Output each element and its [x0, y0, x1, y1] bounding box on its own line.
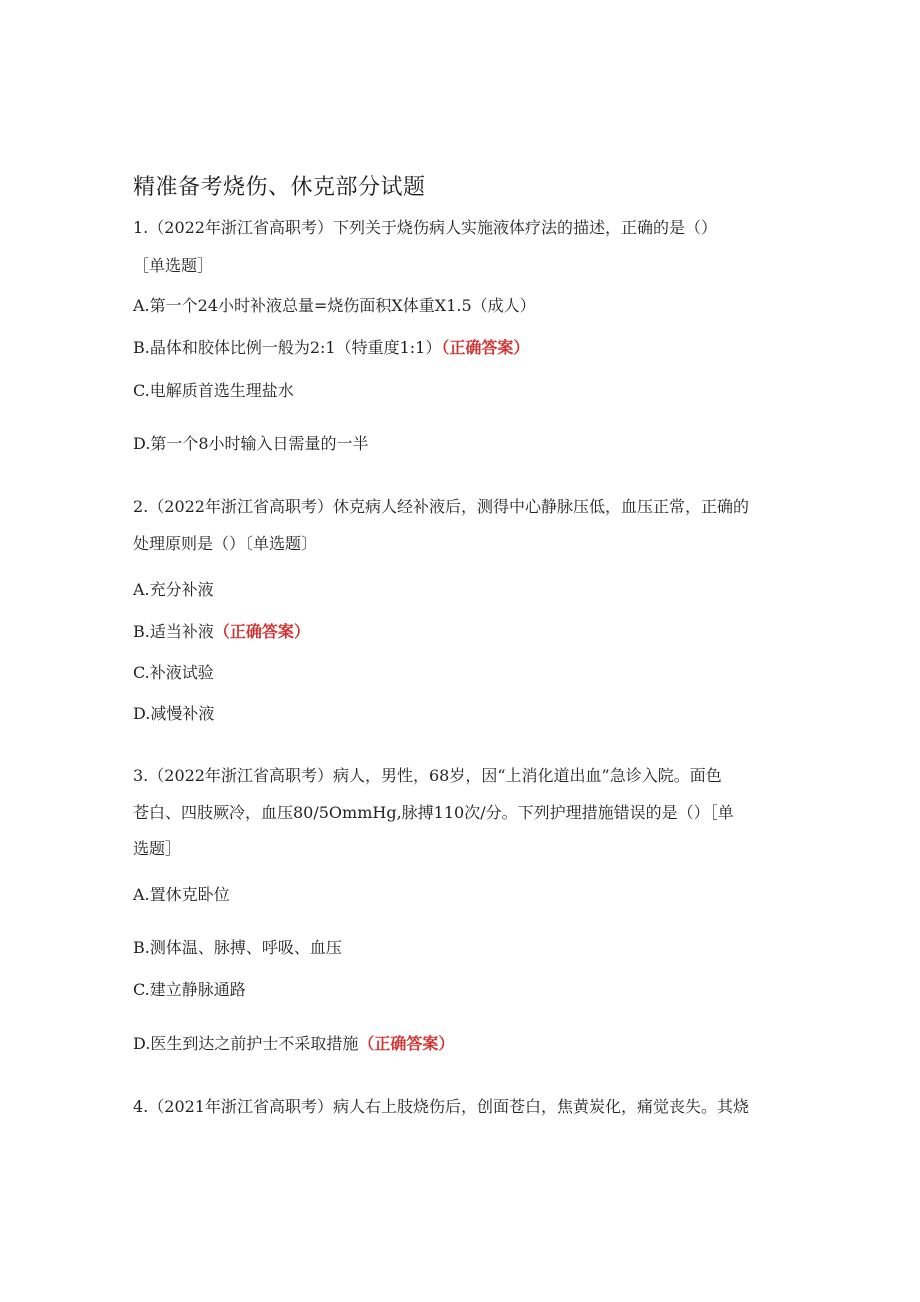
option-text: B.适当补液 — [133, 622, 214, 641]
question-1-option-d: D.第一个8小时输入日需量的一半 — [133, 434, 369, 453]
question-2-option-a: A.充分补液 — [133, 580, 214, 599]
question-3-option-a: A.置休克卧位 — [133, 885, 230, 904]
question-1-option-a: A.第一个24小时补液总量=烧伤面积X体重X1.5（成人） — [133, 296, 536, 315]
page-title: 精准备考烧伤、休克部分试题 — [133, 175, 426, 200]
question-1-stem-line-1: 1.（2022年浙江省高职考）下列关于烧伤病人实施液体疗法的描述，正确的是（） — [133, 218, 717, 237]
question-2-option-d: D.减慢补液 — [133, 704, 215, 723]
question-2-stem-line-2: 处理原则是（）〔单选题〕 — [133, 534, 318, 553]
question-4-stem-line-1: 4.（2021年浙江省高职考）病人右上肢烧伤后，创面苍白，焦黄炭化，痛觉丧失。其烧 — [133, 1097, 749, 1116]
question-1-option-b — [133, 338, 529, 358]
option-text: B.晶体和胶体比例一般为2:1（特重度1:1） — [133, 338, 442, 357]
question-2-option-b — [133, 622, 310, 642]
option-text: D.医生到达之前护士不采取措施 — [133, 1034, 359, 1053]
question-3-option-d — [133, 1034, 454, 1054]
question-3-stem-line-3: 选题］ — [133, 839, 182, 858]
question-1-stem-line-2: ［单选题］ — [133, 256, 214, 275]
question-3-stem-line-2: 苍白、四肢厥冷，血压80/5OmmHg,脉搏110次/分。下列护理措施错误的是（）［单 — [133, 803, 734, 822]
question-1-option-c: C.电解质首选生理盐水 — [133, 381, 294, 400]
question-3-option-c: C.建立静脉通路 — [133, 980, 246, 999]
correct-answer-mark: （正确答案） — [213, 622, 310, 641]
question-3-stem-line-1: 3.（2022年浙江省高职考）病人，男性，68岁，因“上消化道出血”急诊入院。面色 — [133, 766, 722, 785]
correct-answer-mark: （正确答案） — [441, 338, 530, 357]
question-2-option-c: C.补液试验 — [133, 663, 214, 682]
question-2-stem-line-1: 2.（2022年浙江省高职考）休克病人经补液后，测得中心静脉压低，血压正常，正确的 — [133, 497, 749, 516]
question-3-option-b: B.测体温、脉搏、呼吸、血压 — [133, 938, 342, 957]
correct-answer-mark: （正确答案） — [358, 1034, 455, 1053]
